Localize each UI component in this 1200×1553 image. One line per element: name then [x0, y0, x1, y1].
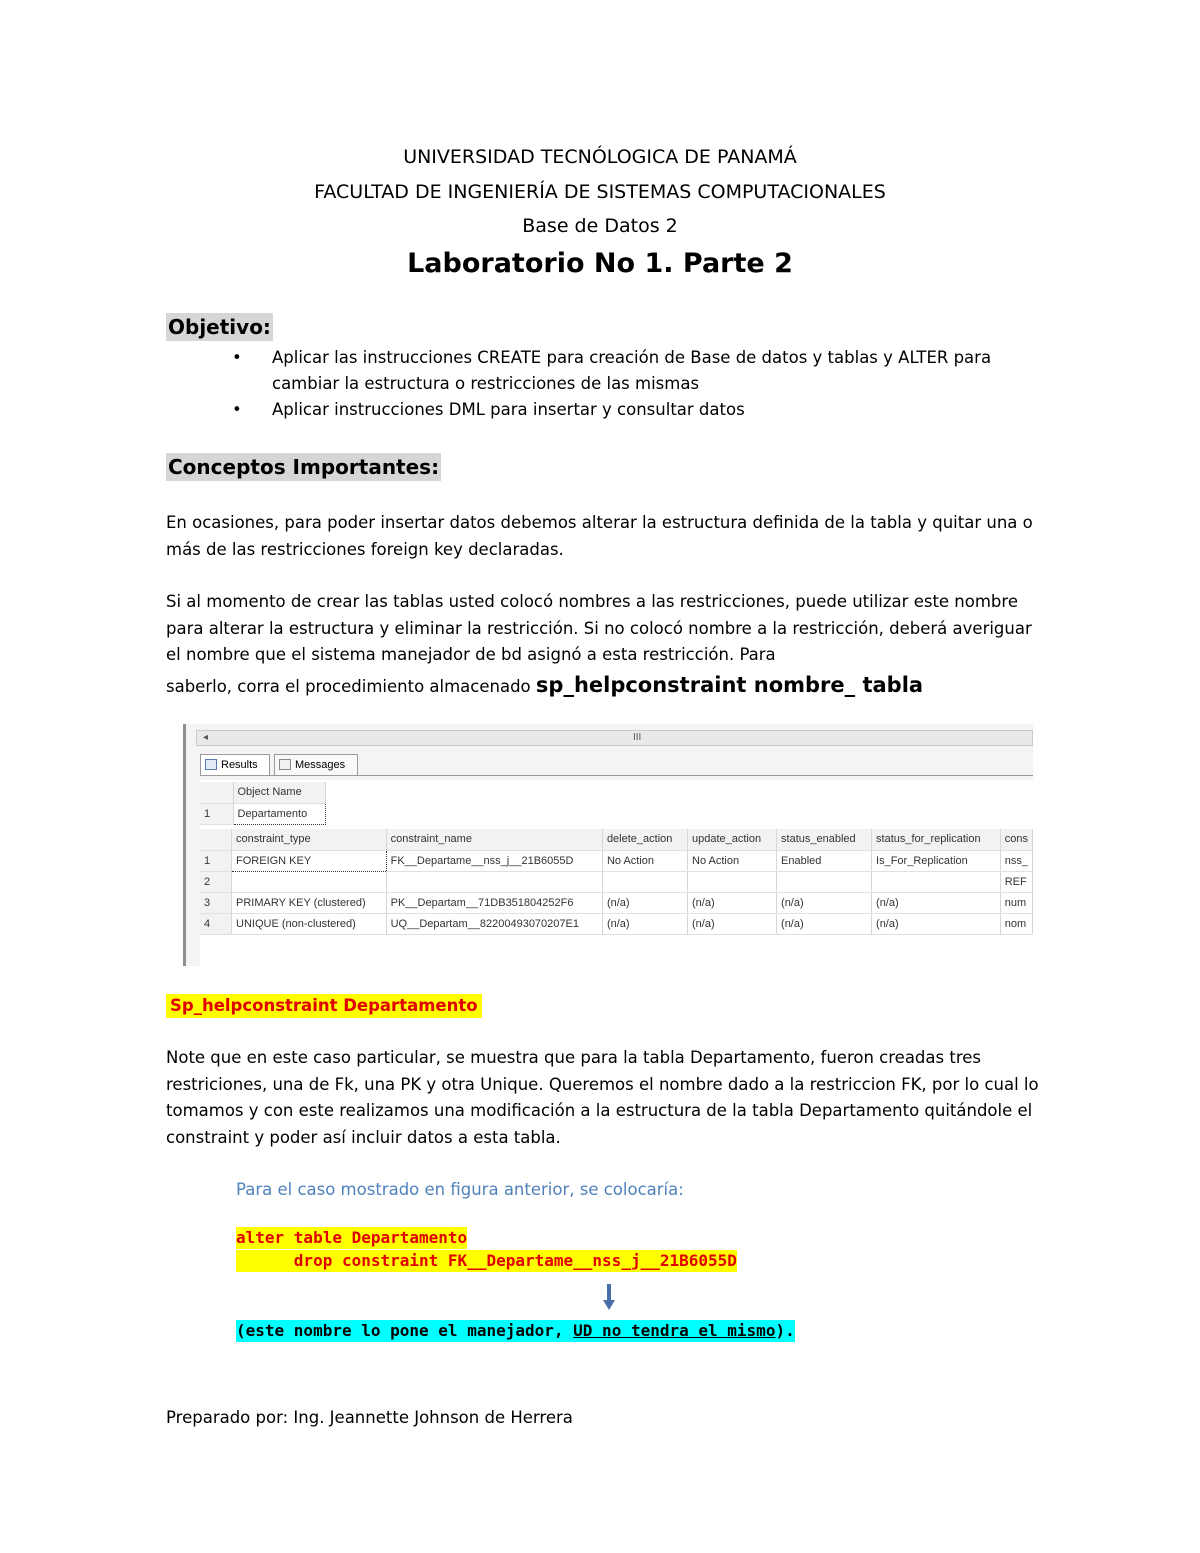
course-name: Base de Datos 2: [522, 215, 678, 237]
grid-cell[interactable]: [386, 871, 602, 892]
row-number[interactable]: 2: [200, 871, 232, 892]
grid-header-cell: constraint_type: [232, 829, 387, 850]
procedure-intro-text: saberlo, corra el procedimiento almacenado: [166, 677, 536, 696]
grid-cell[interactable]: (n/a): [777, 892, 872, 913]
grid-cell[interactable]: Enabled: [777, 850, 872, 871]
concepts-paragraph-2-end: [166, 672, 1046, 701]
grid-cell[interactable]: FK__Departame__nss_j__21B6055D: [386, 850, 602, 871]
grid-cell[interactable]: Is_For_Replication: [872, 850, 1001, 871]
scroll-thumb-grip-icon[interactable]: III: [633, 732, 642, 743]
university-name: UNIVERSIDAD TECNÓLOGICA DE PANAMÁ: [403, 146, 797, 168]
code-note-end: ).: [775, 1321, 795, 1340]
constraints-grid: [200, 829, 1033, 935]
objective-heading: Objetivo:: [168, 315, 271, 339]
grid-cell[interactable]: nom: [1000, 913, 1032, 934]
tab-messages-label: Messages: [295, 759, 346, 771]
objective-bullet-1: Aplicar las instrucciones CREATE para creación de Base de datos y tablas y ALTER para cambiar la estructura o restricciones de las mismas: [272, 348, 992, 393]
example-intro: Para el caso mostrado en figura anterior, se colocaría:: [236, 1180, 684, 1199]
code-note-underlined: UD no tendra el mismo: [573, 1321, 776, 1340]
grid-cell[interactable]: PRIMARY KEY (clustered): [232, 892, 387, 913]
row-number[interactable]: 4: [200, 913, 232, 934]
table-row[interactable]: [200, 892, 1033, 913]
grid-cell[interactable]: Departamento: [233, 803, 325, 824]
grid-header-cell: [200, 829, 232, 850]
grid-cell[interactable]: UNIQUE (non-clustered): [232, 913, 387, 934]
tab-results-label: Results: [221, 759, 258, 771]
grid-header-cell: update_action: [688, 829, 777, 850]
code-note-start: (este nombre lo pone el manejador,: [236, 1321, 574, 1340]
grid-cell[interactable]: nss_: [1000, 850, 1032, 871]
grid-cell[interactable]: (n/a): [688, 892, 777, 913]
messages-icon: [279, 759, 291, 770]
faculty-name: FACULTAD DE INGENIERÍA DE SISTEMAS COMPUTACIONALES: [314, 181, 886, 203]
tab-messages[interactable]: [274, 754, 358, 776]
concepts-paragraph-1: En ocasiones, para poder insertar datos debemos alterar la estructura definida de la tabla y quitar una o más de las restricciones foreign key declaradas.: [166, 513, 1033, 559]
objective-bullet-2: Aplicar instrucciones DML para insertar y consultar datos: [272, 400, 745, 419]
lab-title: Laboratorio No 1. Parte 2: [407, 248, 793, 279]
code-line-2: drop constraint FK__Departame__nss_j__21B6055D: [236, 1251, 737, 1270]
grid-header-cell: constraint_name: [386, 829, 602, 850]
grid-cell[interactable]: (n/a): [872, 892, 1001, 913]
grid-cell[interactable]: (n/a): [602, 892, 687, 913]
prepared-by: Preparado por: Ing. Jeannette Johnson de Herrera: [166, 1408, 573, 1427]
table-row[interactable]: [200, 850, 1033, 871]
grid-header-row: [200, 829, 1033, 850]
results-pane: [200, 780, 1033, 966]
grid-cell[interactable]: [688, 871, 777, 892]
code-note: [236, 1320, 795, 1342]
horizontal-scrollbar[interactable]: [196, 730, 1033, 746]
grid-header-cell: status_for_replication: [872, 829, 1001, 850]
grid-cell[interactable]: PK__Departam__71DB351804252F6: [386, 892, 602, 913]
grid-cell[interactable]: [872, 871, 1001, 892]
bullet-icon: •: [232, 400, 242, 419]
grid-header-cell: [200, 782, 233, 803]
grid-cell[interactable]: FOREIGN KEY: [232, 850, 387, 871]
note-paragraph: Note que en este caso particular, se muestra que para la tabla Departamento, fueron creadas tres restriciones, una de Fk, una PK y otra Unique. Queremos el nombre dado a la restriccion FK, por lo cual lo tomamos y con este realizamos una modificación a la estructura de la tabla Departamento quitándole el constraint y poder así incluir datos a esta tabla.: [166, 1048, 1039, 1147]
grid-cell[interactable]: UQ__Departam__82200493070207E1: [386, 913, 602, 934]
table-row[interactable]: [200, 913, 1033, 934]
row-number[interactable]: 1: [200, 803, 233, 824]
procedure-name: sp_helpconstraint nombre_ tabla: [535, 673, 924, 697]
grid-cell[interactable]: [777, 871, 872, 892]
screenshot-caption: Sp_helpconstraint Departamento: [166, 994, 482, 1018]
grid-header-cell: status_enabled: [777, 829, 872, 850]
grid-cell[interactable]: No Action: [602, 850, 687, 871]
grid-header-cell: delete_action: [602, 829, 687, 850]
code-line-1: alter table Departamento: [236, 1228, 468, 1247]
table-row[interactable]: [200, 871, 1033, 892]
bullet-icon: •: [232, 348, 242, 367]
concepts-heading: Conceptos Importantes:: [168, 455, 440, 479]
down-arrow-icon: [603, 1284, 615, 1310]
row-number[interactable]: 1: [200, 850, 232, 871]
grid-icon: [205, 759, 217, 770]
grid-header-cell: cons: [1000, 829, 1032, 850]
grid-cell[interactable]: [602, 871, 687, 892]
grid-cell[interactable]: (n/a): [872, 913, 1001, 934]
row-number[interactable]: 3: [200, 892, 232, 913]
grid-cell[interactable]: (n/a): [777, 913, 872, 934]
grid-cell[interactable]: num: [1000, 892, 1032, 913]
grid-cell[interactable]: [232, 871, 387, 892]
tab-results[interactable]: [200, 754, 270, 776]
grid-cell[interactable]: (n/a): [602, 913, 687, 934]
grid-header-cell: Object Name: [233, 782, 325, 803]
grid-cell[interactable]: (n/a): [688, 913, 777, 934]
grid-cell[interactable]: REF: [1000, 871, 1032, 892]
object-name-grid: [200, 782, 326, 825]
scroll-left-icon[interactable]: ◂: [203, 732, 209, 743]
grid-cell[interactable]: No Action: [688, 850, 777, 871]
concepts-paragraph-2: Si al momento de crear las tablas usted colocó nombres a las restricciones, puede utilizar este nombre para alterar la estructura y eliminar la restricción. Si no colocó nombre a la restricción, deberá averiguar el nombre que el sistema manejador de bd asignó a esta restricción. Para: [166, 592, 1032, 664]
results-screenshot: [183, 724, 1033, 966]
